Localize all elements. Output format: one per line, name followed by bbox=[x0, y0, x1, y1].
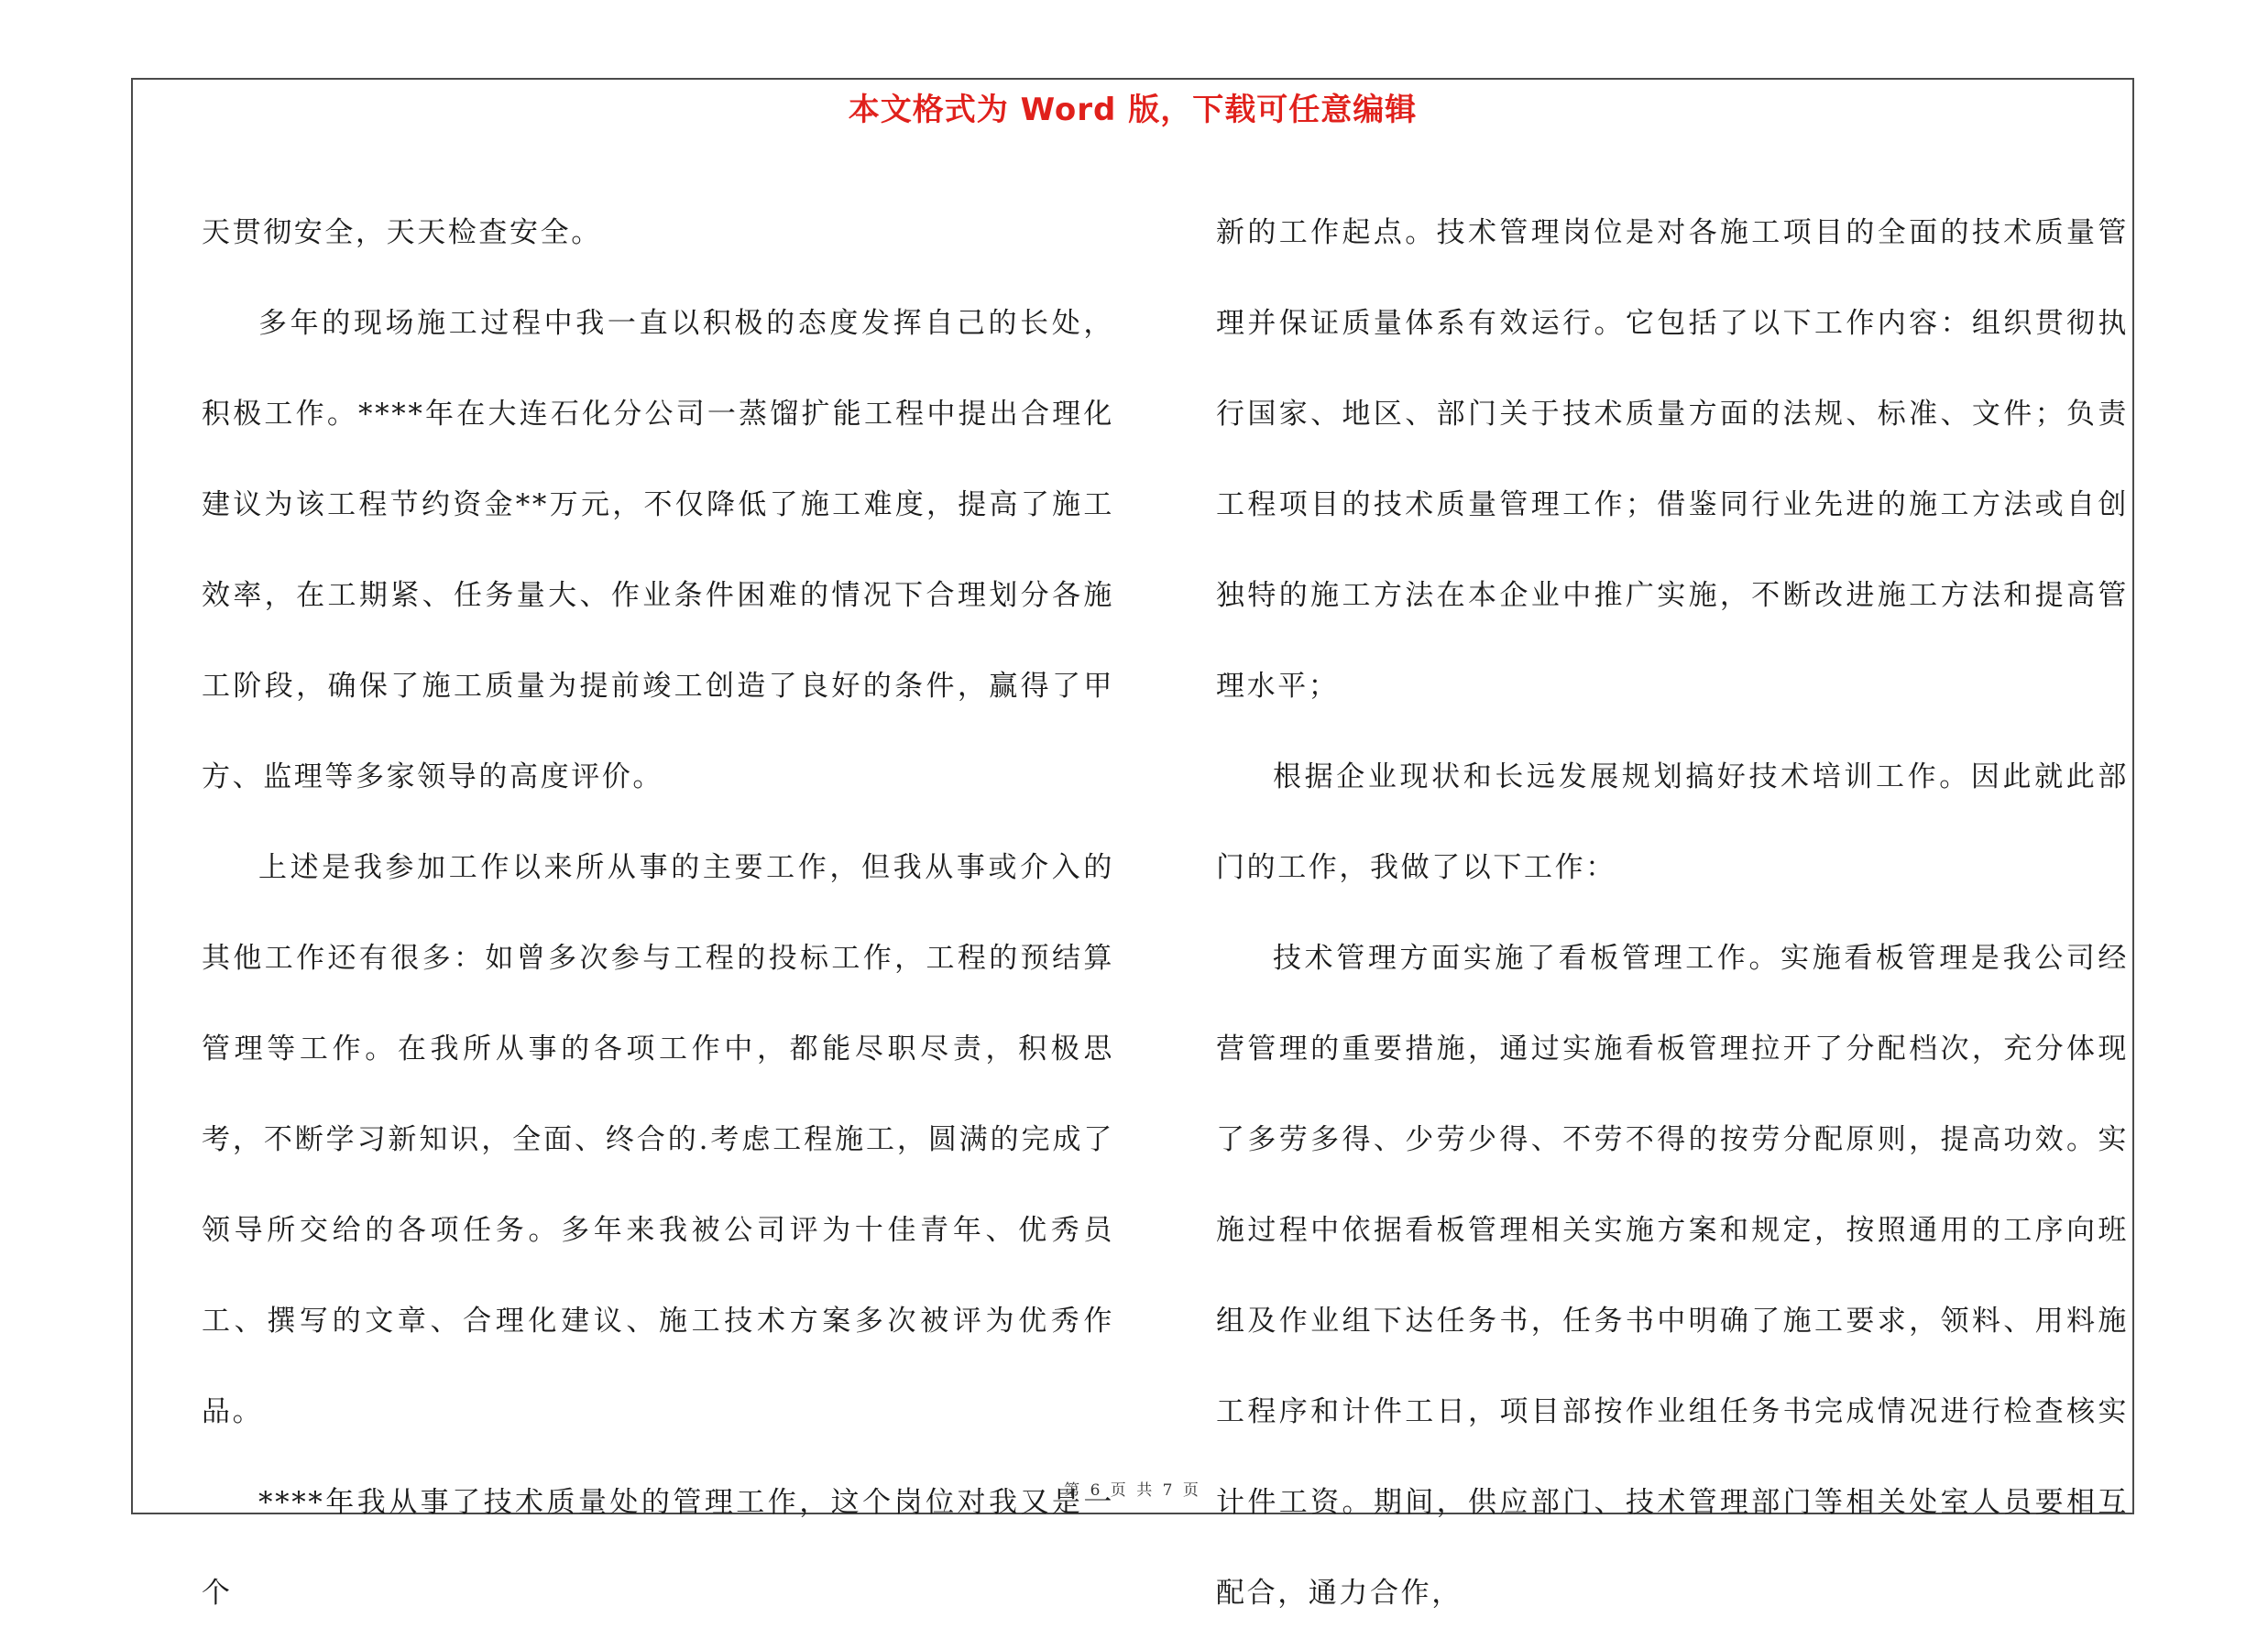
paragraph: 新的工作起点。技术管理岗位是对各施工项目的全面的技术质量管理并保证质量体系有效运行。它包括了以下工作内容：组织贯彻执行国家、地区、部门关于技术质量方面的法规、标准、文件；负责工程项目的技术质量管理工作；借鉴同行业先进的施工方法或自创独特的施工方法在本企业中推广实施，不断改进施工方法和提高管理水平； bbox=[1216, 216, 2129, 703]
page-frame bbox=[131, 78, 2134, 1610]
page-number: 第 6 页 共 7 页 bbox=[1064, 1481, 1201, 1500]
left-column bbox=[202, 188, 1114, 1639]
right-column bbox=[1216, 188, 2129, 1639]
paragraph: 天贯彻安全，天天检查安全。 bbox=[202, 216, 602, 249]
paragraph: ****年我从事了技术质量处的管理工作，这个岗位对我又是一个 bbox=[202, 1486, 1114, 1610]
paragraph: 根据企业现状和长远发展规划搞好技术培训工作。因此就此部门的工作，我做了以下工作： bbox=[1216, 760, 2129, 884]
word-format-banner: 本文格式为 Word 版，下载可任意编辑 bbox=[848, 92, 1418, 128]
paragraph: 多年的现场施工过程中我一直以积极的态度发挥自己的长处，积极工作。****年在大连石化分公司一蒸馏扩能工程中提出合理化建议为该工程节约资金**万元，不仅降低了施工难度，提高了施工效率，在工期紧、任务量大、作业条件困难的情况下合理划分各施工阶段，确保了施工质量为提前竣工创造了良好的条件，赢得了甲方、监理等多家领导的高度评价。 bbox=[202, 307, 1114, 793]
paragraph: 技术管理方面实施了看板管理工作。实施看板管理是我公司经营管理的重要措施，通过实施看板管理拉开了分配档次，充分体现了多劳多得、少劳少得、不劳不得的按劳分配原则，提高功效。实施过程中依据看板管理相关实施方案和规定，按照通用的工序向班组及作业组下达任务书，任务书中明确了施工要求，领料、用料施工程序和计件工日，项目部按作业组任务书完成情况进行检查核实计件工资。期间，供应部门、技术管理部门等相关处室人员要相互配合，通力合作， bbox=[1216, 942, 2129, 1610]
paragraph: 上述是我参加工作以来所从事的主要工作，但我从事或介入的其他工作还有很多：如曾多次参与工程的投标工作，工程的预结算管理等工作。在我所从事的各项工作中，都能尽职尽责，积极思考，不断学习新知识，全面、终合的.考虑工程施工，圆满的完成了领导所交给的各项任务。多年来我被公司评为十佳青年、优秀员工、撰写的文章、合理化建议、施工技术方案多次被评为优秀作品。 bbox=[202, 851, 1114, 1428]
